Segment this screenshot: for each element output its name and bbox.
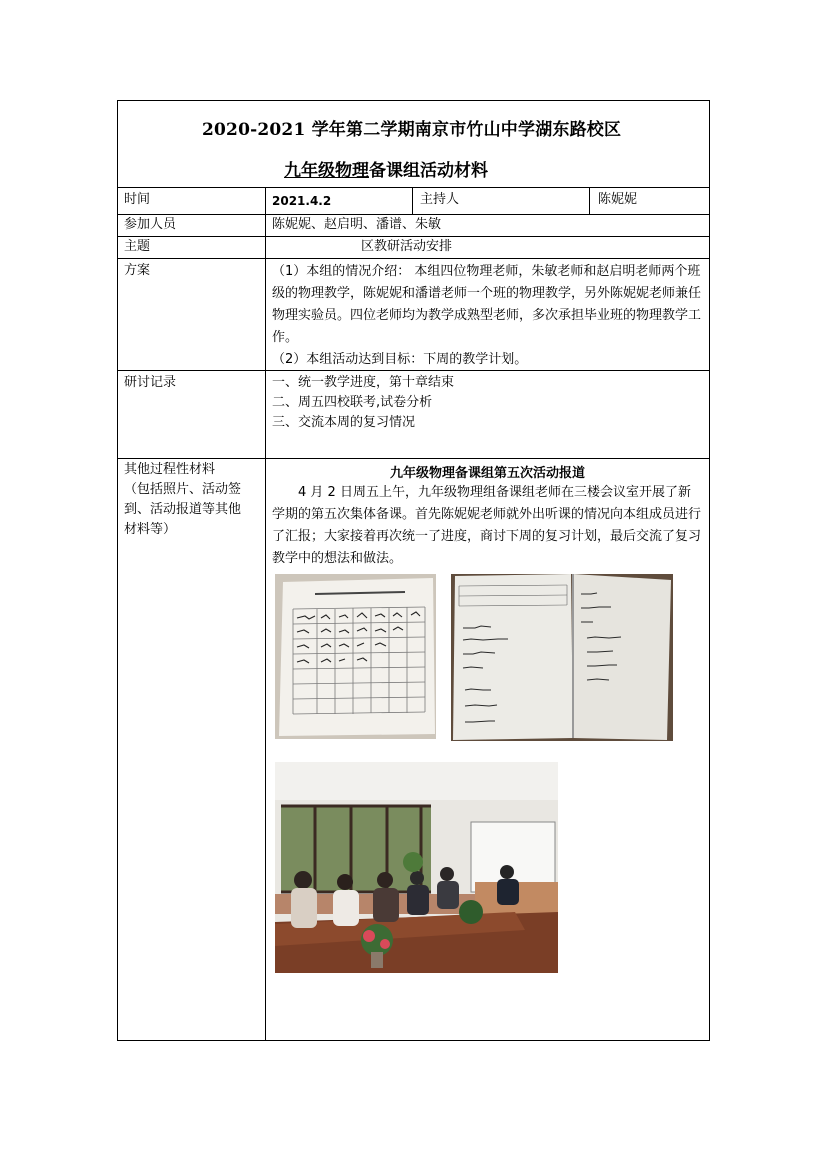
report-body: 4 月 2 日周五上午，九年级物理组备课组老师在三楼会议室开展了新学期的第五次集体备课。首先陈妮妮老师就外出听课的情况向本组成员进行了汇报；大家接着再次统一了进度，商讨下周的复习计划，最后交流了复习教学中的想法和做法。 bbox=[272, 485, 702, 566]
plan-label: 方案 bbox=[124, 263, 151, 278]
document-subtitle bbox=[284, 156, 488, 181]
sign-in-sheet-photo bbox=[275, 574, 436, 739]
plan-paragraph-1: （1）本组的情况介绍： 本组四位物理老师，朱敏老师和赵启明老师两个班级的物理教学，陈妮妮和潘谱老师一个班的物理教学，另外陈妮妮老师兼任物理实验员。四位老师均为教学成熟型老师，多次承担毕业班的物理教学工作。 bbox=[272, 264, 702, 345]
other-label-line: 到、活动报道等其他 bbox=[124, 502, 242, 517]
time-value: 2021.4.2 bbox=[272, 194, 332, 208]
document-title: 2020-2021 学年第二学期南京市竹山中学湖东路校区 bbox=[202, 120, 622, 140]
topic-row bbox=[118, 237, 709, 259]
record-row bbox=[118, 371, 709, 459]
subtitle-rest: 备课组活动材料 bbox=[369, 161, 488, 181]
other-label-line: 其他过程性材料 bbox=[124, 462, 216, 477]
record-list bbox=[272, 373, 702, 433]
host-label: 主持人 bbox=[420, 192, 460, 207]
report-title: 九年级物理备课组第五次活动报道 bbox=[389, 466, 585, 481]
other-label-line: （包括照片、活动签 bbox=[124, 482, 242, 497]
document-table bbox=[117, 100, 710, 1041]
plan-content bbox=[272, 261, 702, 371]
plan-paragraph-2: （2）本组活动达到目标：下周的教学计划。 bbox=[272, 352, 528, 367]
record-label: 研讨记录 bbox=[124, 375, 177, 390]
time-label: 时间 bbox=[124, 192, 151, 207]
time-row bbox=[118, 187, 709, 215]
plan-row bbox=[118, 259, 709, 371]
header bbox=[118, 101, 709, 188]
meeting-room-photo bbox=[275, 762, 558, 973]
topic-value: 区教研活动安排 bbox=[361, 239, 453, 254]
topic-label: 主题 bbox=[124, 239, 151, 254]
participants-label: 参加人员 bbox=[124, 217, 177, 232]
participants-value: 陈妮妮、赵启明、潘谱、朱敏 bbox=[272, 217, 442, 232]
record-item: 三、交流本周的复习情况 bbox=[272, 415, 416, 430]
other-label-line: 材料等） bbox=[124, 522, 177, 537]
participants-row bbox=[118, 215, 709, 237]
other-materials-label bbox=[124, 460, 241, 540]
record-item: 二、周五四校联考,试卷分析 bbox=[272, 395, 433, 410]
notebook-photo bbox=[451, 574, 673, 741]
record-item: 一、统一教学进度，第十章结束 bbox=[272, 375, 455, 390]
subtitle-underlined: 九年级物理 bbox=[284, 161, 369, 181]
host-value: 陈妮妮 bbox=[598, 192, 638, 207]
